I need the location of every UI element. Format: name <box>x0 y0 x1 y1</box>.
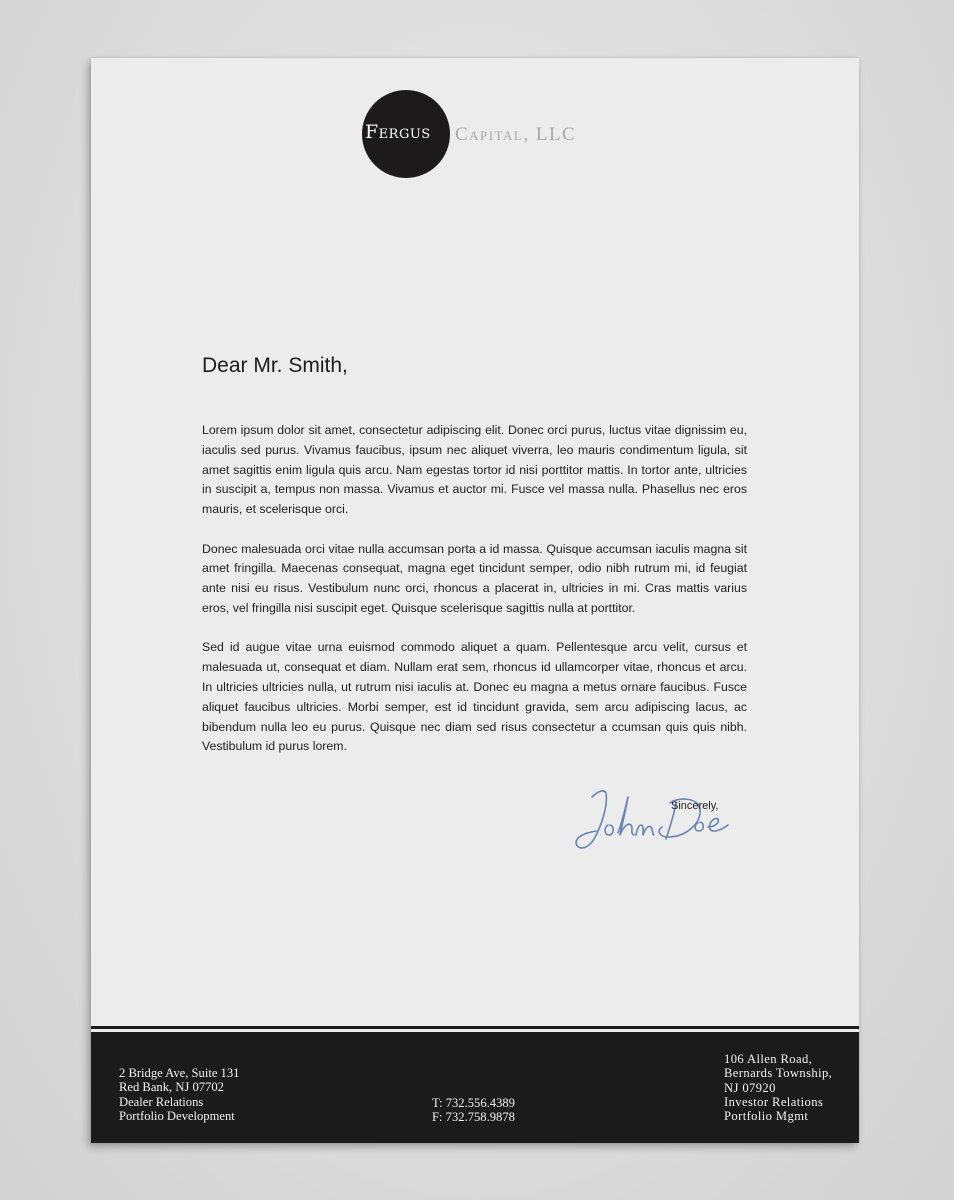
signature-stroke <box>695 822 703 831</box>
footer-contact <box>432 1096 515 1125</box>
salutation: Dear Mr. Smith, <box>202 354 348 377</box>
signature-stroke <box>576 791 606 848</box>
signature-stroke <box>605 825 613 835</box>
footer-right-line: NJ 07920 <box>724 1080 776 1095</box>
logo-primary-text: Fergus <box>365 121 431 143</box>
signature-stroke <box>636 825 654 835</box>
footer-left-line: 2 Bridge Ave, Suite 131 <box>119 1066 240 1080</box>
logo-circle <box>362 90 450 178</box>
body-paragraph: Donec malesuada orci vitae nulla accumsan porta a id massa. Quisque accumsan iaculis magna sit amet fringilla. Maecenas consequat, magna eget tincidunt semper, odio nibh rutrum mi, id feugiat ante nisi eu risus. Vestibulum nunc orci, rhoncus a placerat in, ultricies in mi. Cras mattis varius eros, vel fringilla nisi suscipit eget. Quisque scelerisque sagittis nulla at porttitor. <box>202 541 747 615</box>
footer-address-left <box>119 1066 239 1123</box>
footer-right-line: Portfolio Mgmt <box>724 1109 809 1124</box>
signature-stroke <box>618 797 634 835</box>
footer-right-line: Investor Relations <box>724 1094 824 1109</box>
signature-john-doe <box>574 783 734 855</box>
footer-phone: T: 732.556.4389 <box>432 1096 515 1110</box>
footer <box>91 1032 859 1143</box>
closing: Sincerely, <box>671 800 719 812</box>
body-paragraph: Sed id augue vitae urna euismod commodo aliquet a quam. Pellentesque arcu velit, cursus et malesuada ut, consequat et diam. Nullam erat sem, rhoncus id ullamcorper vitae, rhoncus et arcu. In ultricies ultricies nulla, ut rutrum nisi iaculis at. Donec eu magna a metus ornare faucibus. Fusce aliquet faucibus ultricies. Morbi semper, est id tincidunt gravida, sem arcu adipiscing lacus, ac bibendum nulla leo eu purus. Quisque nec diam sed risus consectetur a ccumsan quis quis nibh. Vestibulum id purus lorem. <box>202 640 747 754</box>
footer-divider <box>91 1026 859 1029</box>
logo-secondary-text: Capital, LLC <box>455 124 577 145</box>
footer-right-line: 106 Allen Road, <box>724 1052 813 1066</box>
signature-stroke <box>708 819 728 831</box>
footer-address-right <box>724 1052 832 1123</box>
footer-left-line: Portfolio Development <box>119 1108 235 1123</box>
footer-fax: F: 732.758.9878 <box>432 1110 515 1125</box>
footer-left-line: Red Bank, NJ 07702 <box>119 1080 224 1095</box>
body-paragraph: Lorem ipsum dolor sit amet, consectetur adipiscing elit. Donec orci purus, luctus vitae dignissim eu, iaculis sed purus. Vivamus faucibus, ipsum nec aliquet viverra, leo mauris condimentum ligula, sit amet sagittis enim ligula quis arcu. Nam egestas tortor id nisi porttitor mattis. In tortor ante, ultricies in suscipit a, tempus non massa. Vivamus et auctor mi. Fusce vel massa nulla. Phasellus nec eros mauris, et scelerisque orci. <box>202 423 747 517</box>
company-logo <box>362 90 576 178</box>
letterhead-page <box>91 58 859 1143</box>
footer-right-line: Bernards Township, <box>724 1066 833 1081</box>
letter-body <box>202 421 747 777</box>
footer-left-line: Dealer Relations <box>119 1094 204 1109</box>
